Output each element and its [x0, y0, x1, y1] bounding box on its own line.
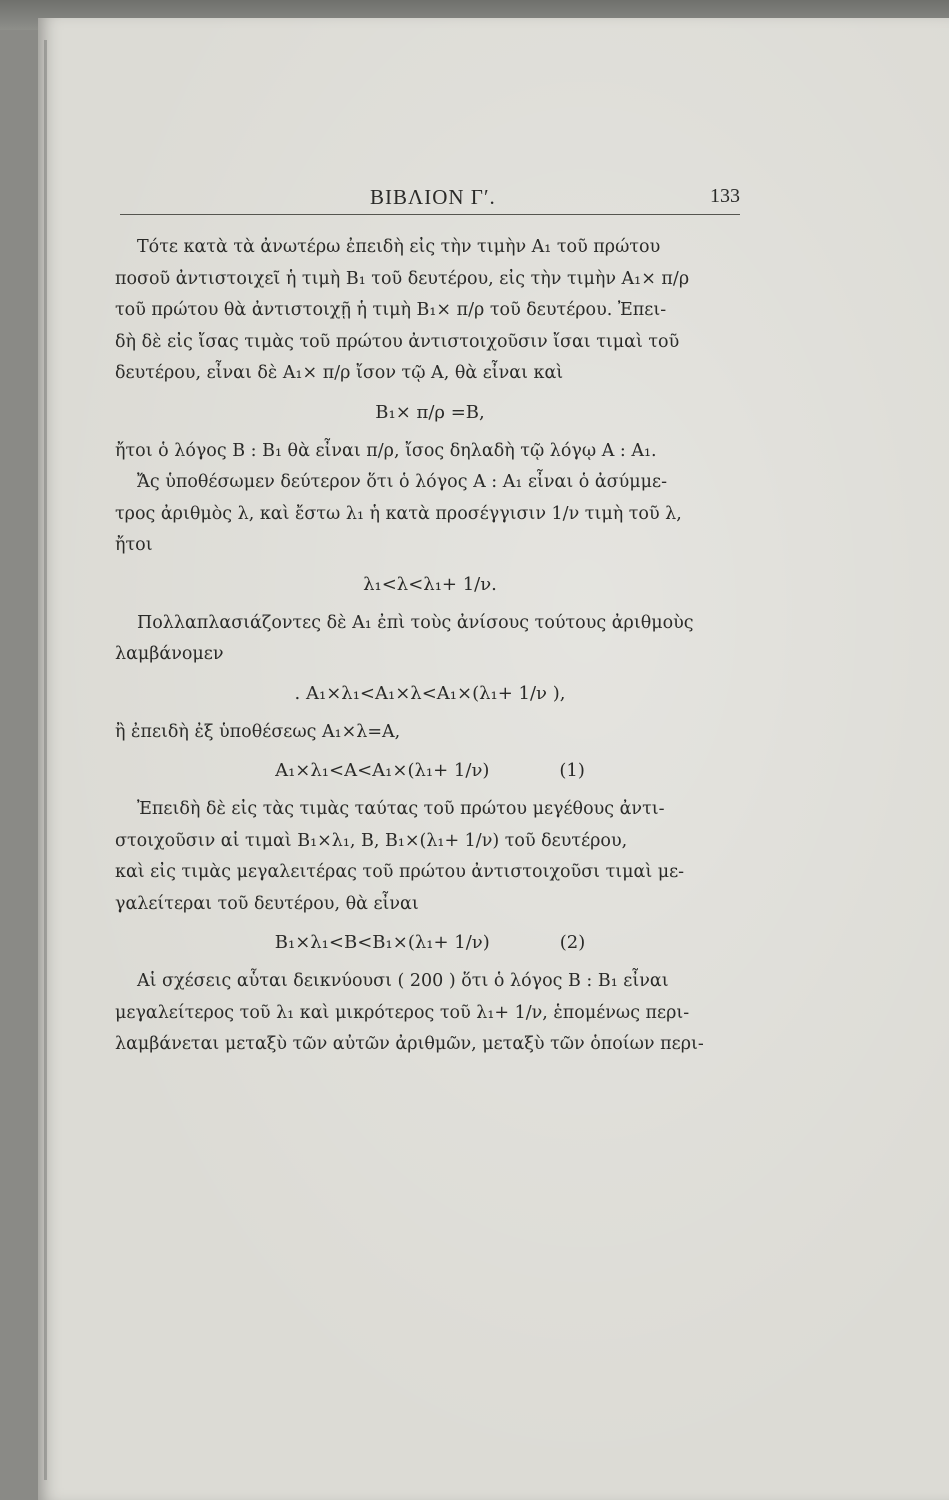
line-text: A₁×λ₁<A<A₁×(λ₁+ 1/ν) — [275, 760, 490, 781]
text-line — [115, 889, 745, 921]
equation — [115, 390, 745, 436]
line-text: δευτέρου, εἶναι δὲ A₁× π/ρ ἴσον τῷ A, θὰ εἶναι καὶ — [115, 363, 564, 383]
text-line — [115, 264, 745, 296]
line-text: μεγαλείτερος τοῦ λ₁ καὶ μικρότερος τοῦ λ₁+ 1/ν, ἑπομένως περι- — [115, 1002, 690, 1023]
page-body — [115, 232, 745, 1061]
line-text: τοῦ πρώτου θὰ ἀντιστοιχῇ ἡ τιμὴ B₁× π/ρ τοῦ δευτέρου. Ἐπει- — [115, 300, 667, 320]
text-line — [115, 857, 745, 889]
running-header — [120, 185, 740, 215]
equation-number: (1) — [559, 760, 585, 781]
line-text: τρος ἀριθμὸς λ, καὶ ἔστω λ₁ ἡ κατὰ προσέγγισιν 1/ν τιμὴ τοῦ λ, — [115, 503, 682, 524]
line-text: γαλείτεραι τοῦ δευτέρου, θὰ εἶναι — [115, 893, 419, 914]
line-text: B₁× π/ρ =B, — [375, 401, 485, 423]
line-text: ἤτοι — [115, 535, 153, 555]
page-number: 133 — [710, 185, 740, 207]
line-text: ἤτοι ὁ λόγος B : B₁ θὰ εἶναι π/ρ, ἴσος δηλαδὴ τῷ λόγῳ A : A₁. — [115, 440, 657, 461]
text-line — [115, 608, 745, 640]
text-line — [115, 436, 745, 468]
line-text: ποσοῦ ἀντιστοιχεῖ ἡ τιμὴ B₁ τοῦ δευτέρου, εἰς τὴν τιμὴν A₁× π/ρ — [115, 268, 690, 289]
text-line — [115, 530, 745, 562]
text-line — [115, 467, 745, 499]
equation-number: (2) — [559, 932, 586, 953]
line-text: λαμβάνομεν — [115, 644, 224, 664]
page-spine-shadow — [44, 40, 47, 1480]
text-line — [115, 327, 745, 359]
line-text: . A₁×λ₁<A₁×λ<A₁×(λ₁+ 1/ν ), — [294, 682, 566, 704]
text-line — [115, 358, 745, 390]
line-text: λαμβάνεται μεταξὺ τῶν αὐτῶν ἀριθμῶν, μεταξὺ τῶν ὁποίων περι- — [115, 1034, 704, 1054]
line-text: καὶ εἰς τιμὰς μεγαλειτέρας τοῦ πρώτου ἀντιστοιχοῦσι τιμαὶ με- — [115, 862, 685, 882]
line-text: στοιχοῦσιν αἱ τιμαὶ B₁×λ₁, B, B₁×(λ₁+ 1/ν) τοῦ δευτέρου, — [115, 830, 628, 851]
text-line — [115, 998, 745, 1030]
line-text: λ₁<λ<λ₁+ 1/ν. — [363, 573, 497, 595]
line-text: Ἐπειδὴ δὲ εἰς τὰς τιμὰς ταύτας τοῦ πρώτου μεγέθους ἀντι- — [137, 799, 665, 819]
equation — [115, 748, 745, 794]
line-text: Ἄς ὑποθέσωμεν δεύτερον ὅτι ὁ λόγος A : A₁ εἶναι ὁ ἀσύμμε- — [137, 472, 667, 492]
line-text: B₁×λ₁<B<B₁×(λ₁+ 1/ν) — [274, 932, 490, 953]
text-line — [115, 499, 745, 531]
line-text: Αἱ σχέσεις αὗται δεικνύουσι ( 200 ) ὅτι ὁ λόγος B : B₁ εἶναι — [137, 971, 669, 991]
equation — [115, 562, 745, 608]
text-line — [115, 794, 745, 826]
line-text: Τότε κατὰ τὰ ἀνωτέρω ἐπειδὴ εἰς τὴν τιμὴν A₁ τοῦ πρώτου — [137, 237, 661, 257]
header-title: ΒΙΒΛΙΟΝ Γʹ. — [370, 185, 496, 209]
text-line — [115, 826, 745, 858]
text-line — [115, 232, 745, 264]
text-line — [115, 717, 745, 749]
text-line — [115, 295, 745, 327]
equation — [115, 671, 745, 717]
text-line — [115, 966, 745, 998]
equation — [115, 920, 745, 966]
line-text: ἢ ἐπειδὴ ἐξ ὑποθέσεως A₁×λ=A, — [115, 721, 401, 742]
line-text: Πολλαπλασιάζοντες δὲ A₁ ἐπὶ τοὺς ἀνίσους τούτους ἀριθμοὺς — [137, 612, 694, 633]
text-line — [115, 639, 745, 671]
text-line — [115, 1029, 745, 1061]
header-rule — [120, 214, 740, 215]
line-text: δὴ δὲ εἰς ἴσας τιμὰς τοῦ πρώτου ἀντιστοιχοῦσιν ἴσαι τιμαὶ τοῦ — [115, 331, 680, 352]
